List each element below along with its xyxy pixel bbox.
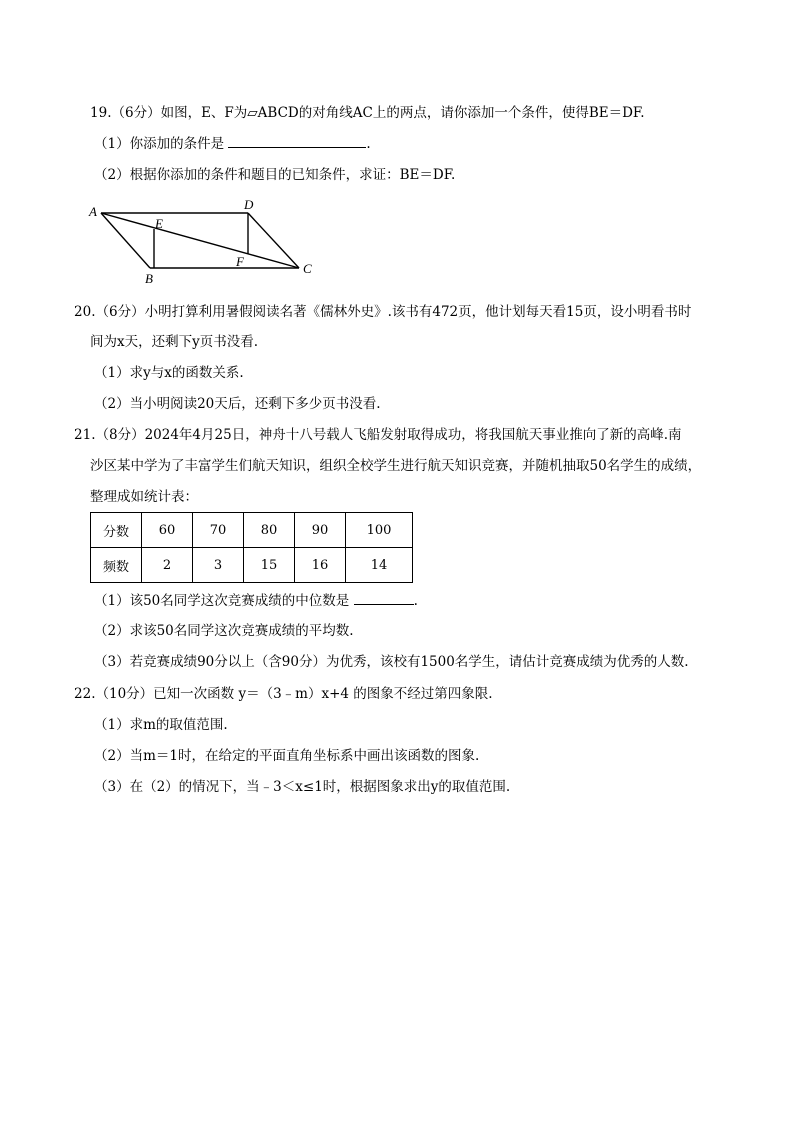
q20-number: 20: [74, 304, 92, 320]
q20-score: （6分）: [95, 304, 145, 320]
edge-ab: [101, 213, 150, 268]
q22-stem: 22.（10分）已知一次函数 y＝（3﹣m）x+4 的图象不经过第四象限.: [74, 686, 493, 702]
edge-dc: [248, 213, 299, 268]
table-cell: 2: [142, 548, 193, 583]
q22-sub2: [94, 747, 479, 765]
table-cell: 100: [346, 513, 413, 548]
table-cell: 3: [193, 548, 244, 583]
diagonal-ac: [101, 213, 299, 268]
q21-score: （8分）: [95, 427, 145, 443]
q21-sub1: [94, 592, 418, 610]
q20-stem2: 间为x天，还剩下y页书没看.: [90, 334, 259, 350]
q19-sub1: [94, 135, 371, 153]
label-a: A: [89, 204, 97, 219]
q20-stem-line1: 20.（6分）小明打算利用暑假阅读名著《儒林外史》.该书有472页，他计划每天看15页，设小明看书时: [74, 304, 692, 320]
q20-sub1-text: （1）求y与x的函数关系.: [94, 365, 244, 381]
q21-sub1-end: .: [413, 593, 418, 609]
table-cell: 90: [295, 513, 346, 548]
q22-score: （10分）: [95, 686, 154, 702]
q22-stem-text: 已知一次函数 y＝（3﹣m）x+4 的图象不经过第四象限.: [153, 686, 493, 702]
q21-sub3-text: （3）若竞赛成绩90分以上（含90分）为优秀，该校有1500名学生，请估计竞赛成绩为优秀的人数.: [94, 654, 689, 670]
table-cell: 15: [244, 548, 295, 583]
q22-sub2-text: （2）当m＝1时，在给定的平面直角坐标系中画出该函数的图象.: [94, 748, 480, 764]
label-d: D: [244, 197, 254, 212]
label-f: F: [236, 254, 244, 269]
table-header-score: 分数: [91, 513, 142, 548]
q20-sub2: [94, 395, 381, 413]
q21-sub2: [94, 622, 354, 640]
q21-stem-line3: [90, 488, 198, 506]
q21-sub2-text: （2）求该50名同学这次竞赛成绩的平均数.: [94, 623, 354, 639]
q20-stem-line2: [90, 333, 258, 351]
q19-sub1-end: .: [366, 136, 371, 152]
q22-sub1: [94, 716, 228, 734]
q19-stem-text: 如图，E、F为▱ABCD的对角线AC上的两点，请你添加一个条件，使得BE＝DF.: [160, 105, 645, 121]
table-cell: 80: [244, 513, 295, 548]
table-cell: 16: [295, 548, 346, 583]
q19-number: 19: [90, 105, 108, 121]
q21-stem1: 2024年4月25日，神舟十八号载人飞船发射取得成功，将我国航天事业推向了新的高峰.南: [144, 427, 682, 443]
q21-number: 21: [74, 427, 92, 443]
label-c: C: [303, 261, 312, 276]
table-cell: 14: [346, 548, 413, 583]
q21-sub3: [94, 653, 689, 671]
q20-sub1: [94, 364, 244, 382]
q19-sub2-text: （2）根据你添加的条件和题目的已知条件，求证：BE＝DF.: [94, 167, 456, 183]
q19-stem: 19.（6分）如图，E、F为▱ABCD的对角线AC上的两点，请你添加一个条件，使得BE＝DF.: [90, 105, 645, 121]
q20-stem1: 小明打算利用暑假阅读名著《儒林外史》.该书有472页，他计划每天看15页，设小明看书时: [144, 304, 692, 320]
q19-score: （6分）: [111, 105, 161, 121]
q21-sub1-text: （1）该50名同学这次竞赛成绩的中位数是: [94, 593, 350, 609]
q21-answer-blank[interactable]: [354, 592, 414, 605]
q22-number: 22: [74, 686, 92, 702]
label-e: E: [155, 216, 163, 231]
q22-sub3-text: （3）在（2）的情况下，当﹣3＜x≤1时，根据图象求出y的取值范围.: [94, 779, 511, 795]
q19-sub2: [94, 166, 455, 184]
table-cell: 70: [193, 513, 244, 548]
table-row-freqs: [91, 548, 413, 583]
q21-stem-line1: 21.（8分）2024年4月25日，神舟十八号载人飞船发射取得成功，将我国航天事业推向了新的高峰.南: [74, 427, 682, 443]
parallelogram-figure: [86, 196, 326, 288]
label-b: B: [145, 271, 153, 286]
q19-sub1-text: （1）你添加的条件是: [94, 136, 225, 152]
q19-answer-blank[interactable]: [228, 135, 366, 148]
table-cell: 60: [142, 513, 193, 548]
q22-sub3: [94, 778, 510, 796]
q21-stem-line2: [90, 457, 701, 475]
q21-stem2: 沙区某中学为了丰富学生们航天知识，组织全校学生进行航天知识竞赛，并随机抽取50名学生的成绩，: [90, 458, 702, 474]
q22-sub1-text: （1）求m的取值范围.: [94, 717, 228, 733]
score-frequency-table: [90, 512, 413, 583]
table-header-frequency: 频数: [91, 548, 142, 583]
table-row-scores: [91, 513, 413, 548]
q21-stem3: 整理成如统计表：: [90, 489, 198, 505]
q20-sub2-text: （2）当小明阅读20天后，还剩下多少页书没看.: [94, 396, 381, 412]
